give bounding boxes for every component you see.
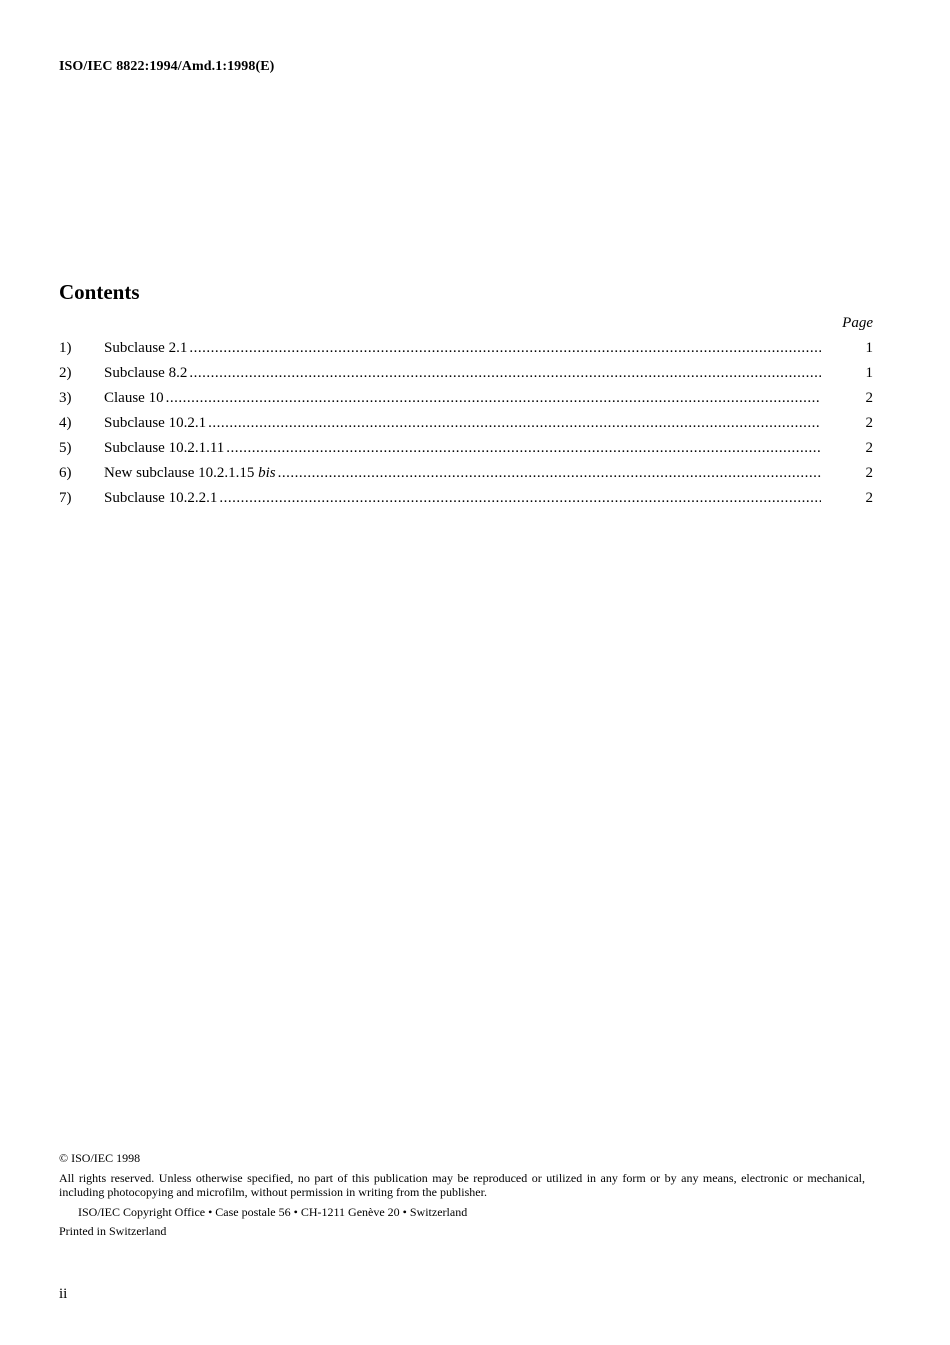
rights-statement: All rights reserved. Unless otherwise specified, no part of this publication may be reproduced or utilized in any form or by any means, electronic or mechanical, including photocopying and microfilm, without permission in writing from the publisher. <box>59 1171 865 1199</box>
toc-entry-title: Subclause 2.1 <box>104 340 188 356</box>
toc-entry-3[interactable] <box>59 390 873 415</box>
toc-entry-number: 1) <box>59 340 72 356</box>
toc-entry-page: 1 <box>865 340 873 356</box>
toc-dot-leader <box>187 365 861 382</box>
toc-entry-page: 2 <box>865 415 873 431</box>
toc-entry-number: 2) <box>59 365 72 381</box>
page-number: ii <box>59 1286 68 1302</box>
toc-entry-1[interactable] <box>59 340 873 365</box>
toc-entry-5[interactable] <box>59 440 873 465</box>
table-of-contents <box>59 340 873 515</box>
toc-dot-leader <box>224 440 861 457</box>
contents-heading: Contents <box>59 280 140 304</box>
toc-dot-leader <box>164 390 861 407</box>
toc-entry-title: Subclause 8.2 <box>104 365 188 381</box>
toc-entry-title: New subclause 10.2.1.15 bis <box>104 465 276 481</box>
toc-entry-page: 1 <box>865 365 873 381</box>
toc-entry-page: 2 <box>865 390 873 406</box>
toc-entry-page: 2 <box>865 440 873 456</box>
toc-entry-page: 2 <box>865 490 873 506</box>
toc-entry-number: 5) <box>59 440 72 456</box>
copyright-footer <box>59 1151 865 1238</box>
toc-entry-title: Subclause 10.2.2.1 <box>104 490 218 506</box>
toc-entry-7[interactable] <box>59 490 873 515</box>
printed-in-statement: Printed in Switzerland <box>59 1224 167 1238</box>
copyright-notice: © ISO/IEC 1998 <box>59 1151 141 1165</box>
toc-entry-title: Clause 10 <box>104 390 164 406</box>
page-column-label: Page <box>842 315 873 331</box>
toc-dot-leader <box>276 465 861 482</box>
toc-entry-4[interactable] <box>59 415 873 440</box>
toc-entry-number: 7) <box>59 490 72 506</box>
toc-entry-number: 6) <box>59 465 72 481</box>
toc-entry-page: 2 <box>865 465 873 481</box>
document-id: ISO/IEC 8822:1994/Amd.1:1998(E) <box>59 59 275 74</box>
toc-entry-number: 3) <box>59 390 72 406</box>
toc-entry-title: Subclause 10.2.1 <box>104 415 207 431</box>
toc-entry-number: 4) <box>59 415 72 431</box>
toc-dot-leader <box>217 490 861 507</box>
toc-entry-6[interactable] <box>59 465 873 490</box>
toc-dot-leader <box>206 415 861 432</box>
toc-entry-2[interactable] <box>59 365 873 390</box>
toc-entry-title: Subclause 10.2.1.11 <box>104 440 225 456</box>
toc-dot-leader <box>187 340 861 357</box>
copyright-office-address: ISO/IEC Copyright Office • Case postale 56 • CH-1211 Genève 20 • Switzerland <box>78 1205 468 1219</box>
